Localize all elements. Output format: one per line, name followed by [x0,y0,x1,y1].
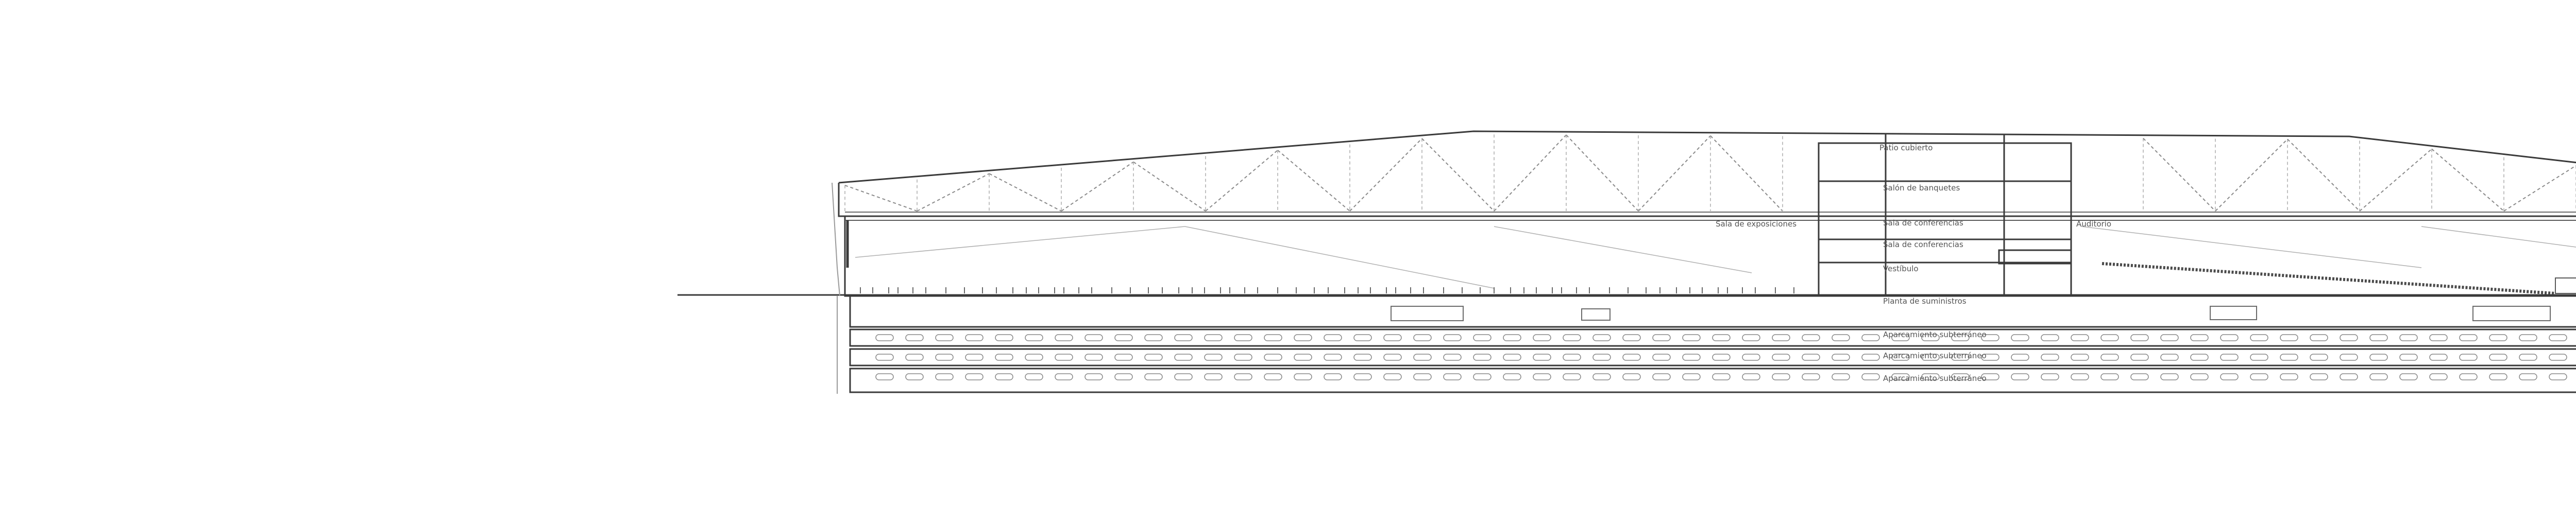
label-vestibulo: Vestíbulo [1883,264,1919,273]
roof-truss [845,134,2576,211]
auditorium-rake [2102,264,2555,293]
label-aparcamiento-2: Aparcamiento subterráneo [1883,351,1987,360]
envelope [832,178,2576,394]
label-aparcamiento-3: Aparcamiento subterráneo [1883,374,1987,383]
label-planta-suministros: Planta de suministros [1883,297,1967,306]
label-auditorio: Auditorio [2076,219,2112,229]
label-sala-conferencias-1: Sala de conferencias [1883,218,1963,228]
label-salon-banquetes: Salón de banquetes [1883,183,1960,193]
roof-outline [839,131,2576,216]
auditorium-stage [2555,278,2576,293]
central-tower [1819,134,2071,295]
label-sala-conferencias-2: Sala de conferencias [1883,240,1963,249]
label-aparcamiento-1: Aparcamiento subterráneo [1883,330,1987,339]
supply-trucks [1391,306,2550,321]
parked-cars [876,335,2576,380]
label-sala-exposiciones: Sala de exposiciones [1716,219,1797,229]
main-hall [845,216,2576,296]
ground-floor-furniture [860,287,1794,293]
label-patio-cubierto: Patio cubierto [1879,143,1933,152]
